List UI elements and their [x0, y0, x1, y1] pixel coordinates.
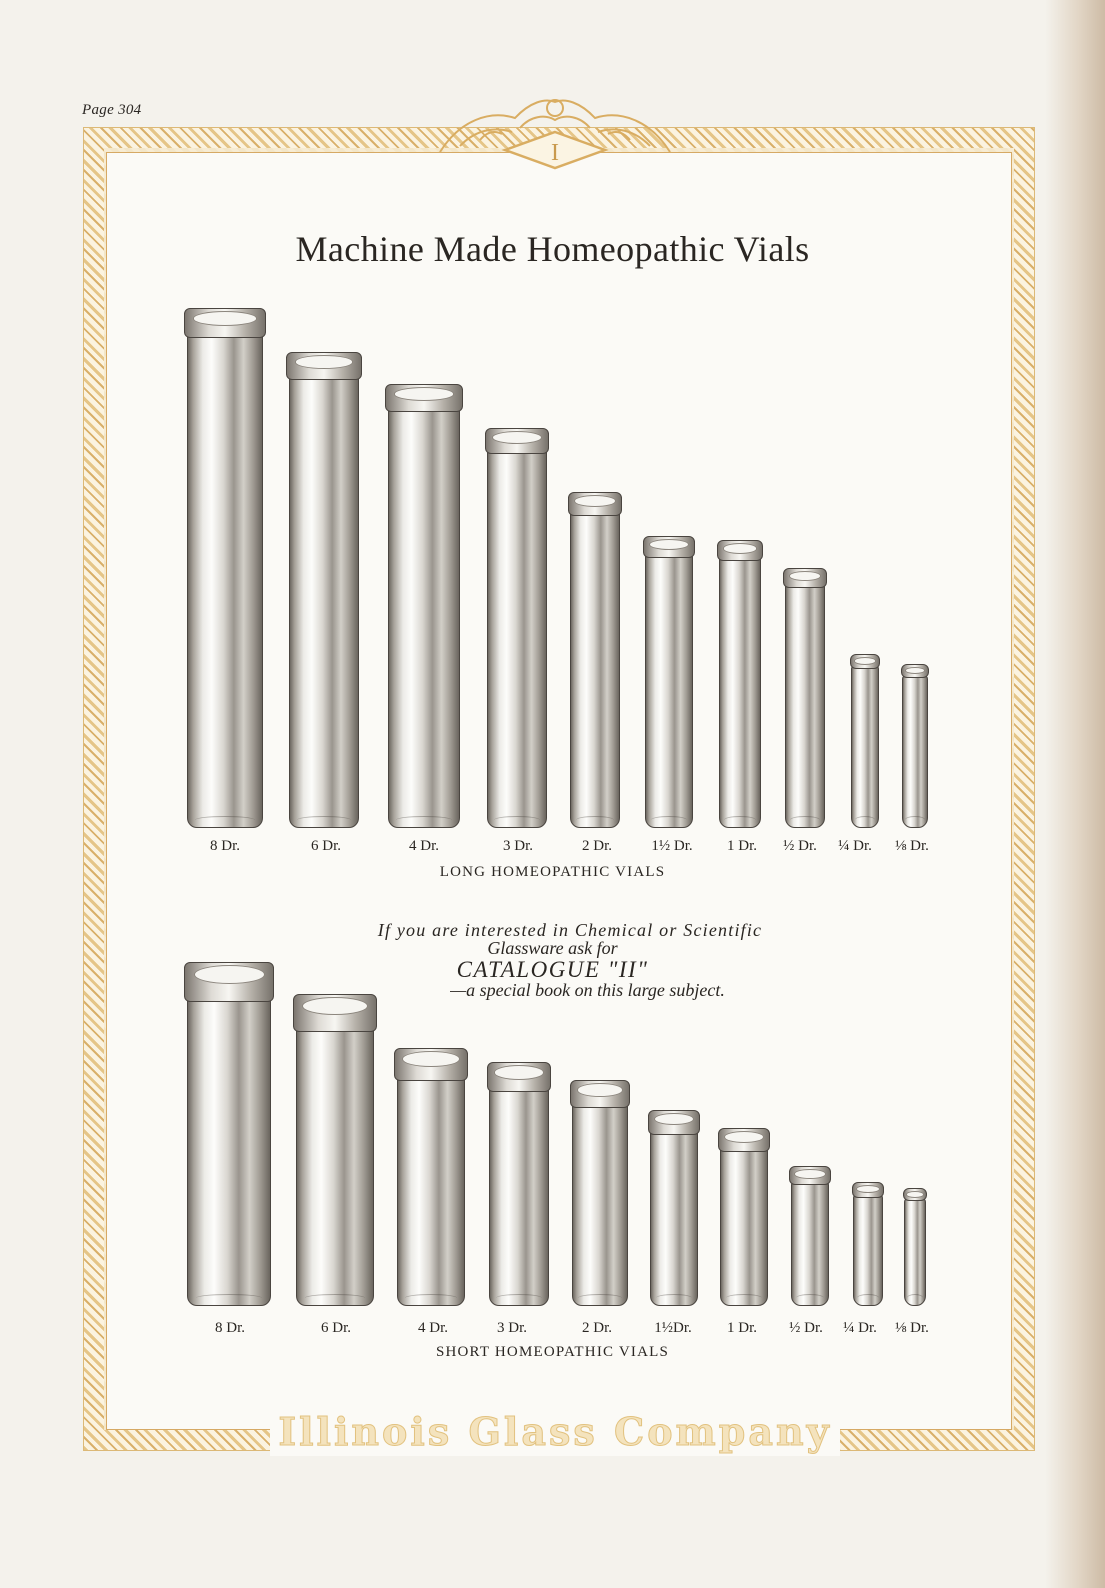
size-label: ¼ Dr.: [838, 838, 872, 854]
size-label: 1 Dr.: [727, 838, 757, 854]
size-label: 6 Dr.: [311, 838, 341, 854]
size-label: ½ Dr.: [783, 838, 817, 854]
size-label: 4 Dr.: [409, 838, 439, 854]
long-vial-eighth-dr: [902, 664, 928, 828]
long-vial-4dr: [388, 384, 460, 828]
short-vials-size-labels: [0, 1320, 1105, 1340]
short-vial-1-half-dr: [650, 1110, 698, 1306]
company-name-banner: Illinois Glass Company: [270, 1408, 840, 1456]
size-label: 1½ Dr.: [651, 838, 693, 854]
page-number: Page 304: [82, 102, 142, 118]
short-vial-half-dr: [791, 1166, 829, 1306]
size-label: 6 Dr.: [321, 1320, 351, 1336]
long-vial-half-dr: [785, 568, 825, 828]
short-vial-4dr: [397, 1048, 465, 1306]
short-vial-quarter-dr: [853, 1182, 883, 1306]
size-label: 1 Dr.: [727, 1320, 757, 1336]
long-vial-quarter-dr: [851, 654, 879, 828]
long-vial-6dr: [289, 352, 359, 828]
crest-ornament: [420, 80, 690, 175]
note-line-1: If you are interested in Chemical or Scientific: [377, 920, 763, 940]
short-vial-6dr: [296, 994, 374, 1306]
long-vials-caption: LONG HOMEOPATHIC VIALS: [439, 864, 666, 880]
short-vial-3dr: [489, 1062, 549, 1306]
long-vials-illustration: [0, 300, 1105, 840]
size-label: 2 Dr.: [582, 838, 612, 854]
short-vial-2dr: [572, 1080, 628, 1306]
note-line-2: Glassware ask for: [487, 938, 618, 958]
long-vial-8dr: [187, 308, 263, 828]
page-title: Machine Made Homeopathic Vials: [295, 229, 810, 269]
size-label: 8 Dr.: [210, 838, 240, 854]
crest-letter: I: [551, 140, 559, 166]
short-vials-caption: SHORT HOMEOPATHIC VIALS: [435, 1344, 670, 1360]
note-line-4: —a special book on this large subject.: [450, 980, 725, 1000]
long-vials-size-labels: [0, 838, 1105, 858]
size-label: 3 Dr.: [497, 1320, 527, 1336]
short-vial-eighth-dr: [904, 1188, 926, 1306]
size-label: ⅛ Dr.: [895, 838, 929, 854]
size-label: 4 Dr.: [418, 1320, 448, 1336]
note-catalogue-name: CATALOGUE "II": [456, 957, 649, 982]
size-label: ⅛ Dr.: [895, 1320, 929, 1336]
size-label: ¼ Dr.: [843, 1320, 877, 1336]
long-vial-1dr: [719, 540, 761, 828]
short-vials-illustration: [0, 950, 1105, 1320]
long-vial-1-half-dr: [645, 536, 693, 828]
long-vial-2dr: [570, 492, 620, 828]
size-label: 8 Dr.: [215, 1320, 245, 1336]
long-vial-3dr: [487, 428, 547, 828]
size-label: 3 Dr.: [503, 838, 533, 854]
size-label: ½ Dr.: [789, 1320, 823, 1336]
size-label: 1½Dr.: [654, 1320, 692, 1336]
size-label: 2 Dr.: [582, 1320, 612, 1336]
short-vial-1dr: [720, 1128, 768, 1306]
short-vial-8dr: [187, 962, 271, 1306]
